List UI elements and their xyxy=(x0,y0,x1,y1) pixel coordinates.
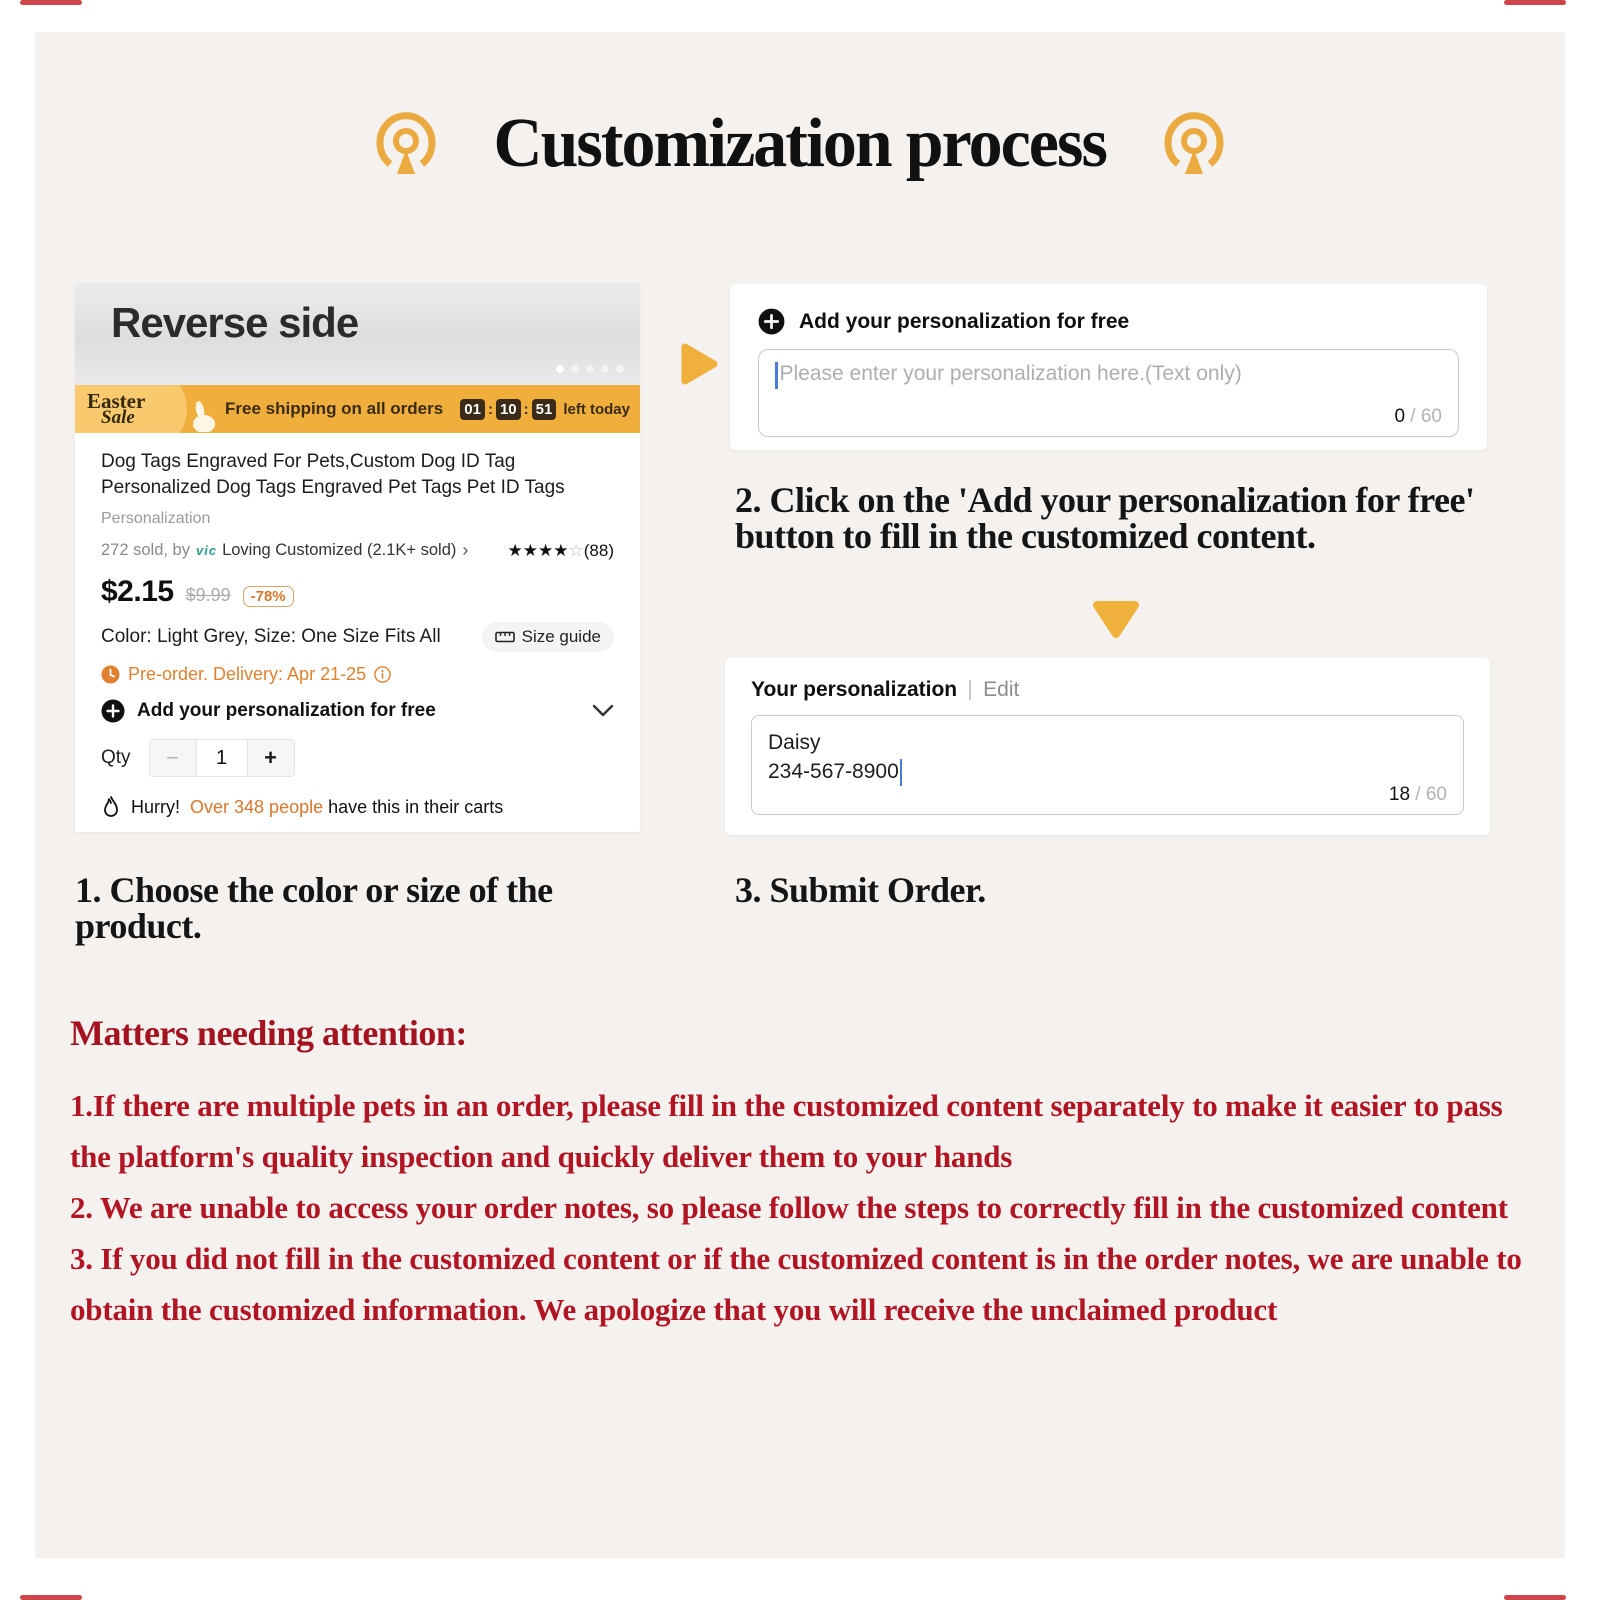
ruler-icon xyxy=(495,630,515,644)
spiral-icon xyxy=(376,112,436,176)
seller-name[interactable]: Loving Customized (2.1K+ sold) xyxy=(222,541,457,559)
star-empty: ☆ xyxy=(568,540,584,560)
preorder-row xyxy=(101,664,614,685)
page-header xyxy=(0,104,1600,184)
product-title: Dog Tags Engraved For Pets,Custom Dog ID Tag Personalized Dog Tags Engraved Pet Tags Pet ID Tags xyxy=(101,451,565,498)
personalization-textarea[interactable] xyxy=(758,349,1459,437)
personalization-input-title: Add your personalization for free xyxy=(799,309,1130,333)
preorder-text: Pre-order. Delivery: Apr 21-25 xyxy=(128,664,367,684)
carousel-dot[interactable] xyxy=(571,365,579,373)
size-guide-label: Size guide xyxy=(521,627,601,646)
countdown-suffix: left today xyxy=(563,400,630,418)
note-item: 3. If you did not fill in the customized content or if the customized content is in the order notes, we are unable to obtain the customized information. We apologize that you will receive the unclaimed product xyxy=(70,1241,1522,1327)
note-item: 1.If there are multiple pets in an order, please fill in the customized content separately to make it easier to pass the platform's quality inspection and quickly deliver them to your hands xyxy=(70,1088,1503,1174)
countdown-hours: 01 xyxy=(460,399,485,420)
personalization-placeholder: Please enter your personalization here.(Text only) xyxy=(779,362,1242,385)
edit-button[interactable]: Edit xyxy=(983,678,1020,701)
rating-count: (88) xyxy=(583,540,614,560)
qty-minus-button[interactable]: − xyxy=(150,740,196,776)
personalization-tag: Personalization xyxy=(101,510,211,527)
char-counter: 0 / 60 xyxy=(1394,406,1442,427)
product-image-caption: Reverse side xyxy=(111,299,359,346)
spiral-icon xyxy=(1164,112,1224,176)
page-title: Customization process xyxy=(493,105,1107,182)
your-personalization-header xyxy=(751,678,1464,702)
qty-label: Qty xyxy=(101,747,131,768)
personalization-value-textarea[interactable] xyxy=(751,715,1464,815)
stars-filled: ★★★★ xyxy=(507,540,569,560)
hurry-text: Hurry! Over 348 people have this in their carts xyxy=(131,796,504,817)
divider xyxy=(969,680,971,700)
arrow-right-icon xyxy=(681,341,719,387)
char-counter: 18 / 60 xyxy=(1388,784,1447,805)
seller-logo-icon: vic xyxy=(195,543,218,558)
original-price: $9.99 xyxy=(185,585,231,605)
add-personalization-label: Add your personalization for free xyxy=(137,700,436,721)
chevron-right-icon: › xyxy=(462,540,469,560)
personalization-input-header[interactable] xyxy=(758,308,1459,335)
price-row xyxy=(101,575,614,609)
clock-icon xyxy=(101,665,120,684)
carousel-dots[interactable] xyxy=(556,365,624,373)
countdown-timer: 01 : 10 : 51 left today xyxy=(460,399,630,420)
size-guide-button[interactable] xyxy=(482,622,614,652)
info-icon[interactable] xyxy=(374,666,391,683)
hurry-row xyxy=(101,795,614,819)
red-corner-mark xyxy=(1504,1595,1566,1600)
options-row xyxy=(101,622,614,652)
personalization-filled-card xyxy=(725,658,1490,835)
step-2-text: 2. Click on the 'Add your personalization for free' button to fill in the customized content. xyxy=(735,480,1475,556)
your-personalization-title: Your personalization xyxy=(751,678,958,701)
seller-row[interactable] xyxy=(101,540,614,561)
quantity-stepper[interactable] xyxy=(149,739,295,777)
step-3-text: 3. Submit Order. xyxy=(735,870,986,910)
product-info xyxy=(75,433,640,832)
hurry-highlight: Over 348 people xyxy=(190,796,324,817)
attention-notes xyxy=(70,1012,1545,1335)
notes-body xyxy=(70,1080,1545,1335)
promo-banner[interactable] xyxy=(75,385,640,433)
carousel-dot[interactable] xyxy=(601,365,609,373)
plus-circle-icon xyxy=(758,308,785,335)
add-personalization-row[interactable] xyxy=(101,699,614,723)
countdown-seconds: 51 xyxy=(532,399,557,420)
arrow-down-icon xyxy=(1090,600,1142,640)
text-cursor xyxy=(900,759,903,786)
qty-value[interactable]: 1 xyxy=(196,740,248,776)
personalization-input-card xyxy=(730,284,1487,450)
qty-plus-button[interactable]: + xyxy=(248,740,294,776)
step-1-text: 1. Choose the color or size of the product. xyxy=(75,870,553,946)
flame-icon xyxy=(101,795,121,819)
discount-badge: -78% xyxy=(243,586,294,607)
chevron-down-icon[interactable] xyxy=(592,704,614,718)
product-card xyxy=(75,283,640,832)
carousel-dot[interactable] xyxy=(556,365,564,373)
personalization-value-line1: Daisy xyxy=(768,731,821,754)
red-corner-mark xyxy=(20,0,82,5)
bunny-icon xyxy=(189,400,219,432)
rating[interactable] xyxy=(508,541,614,561)
sold-count: 272 sold, by xyxy=(101,541,190,559)
quantity-row xyxy=(101,739,614,777)
product-image-carousel[interactable] xyxy=(75,283,640,385)
current-price: $2.15 xyxy=(101,575,174,608)
personalization-value-line2: 234-567-8900 xyxy=(768,757,1447,786)
countdown-minutes: 10 xyxy=(496,399,521,420)
red-corner-mark xyxy=(20,1595,82,1600)
easter-sale-logo: Easter Sale xyxy=(87,389,146,428)
carousel-dot[interactable] xyxy=(586,365,594,373)
text-cursor xyxy=(775,362,778,389)
notes-heading: Matters needing attention: xyxy=(70,1013,467,1053)
note-item: 2. We are unable to access your order notes, so please follow the steps to correctly fill in the customized content xyxy=(70,1190,1508,1225)
plus-circle-icon xyxy=(101,699,125,723)
carousel-dot[interactable] xyxy=(616,365,624,373)
red-corner-mark xyxy=(1504,0,1566,5)
selected-options[interactable]: Color: Light Grey, Size: One Size Fits All xyxy=(101,626,441,647)
banner-text: Free shipping on all orders xyxy=(225,399,444,418)
